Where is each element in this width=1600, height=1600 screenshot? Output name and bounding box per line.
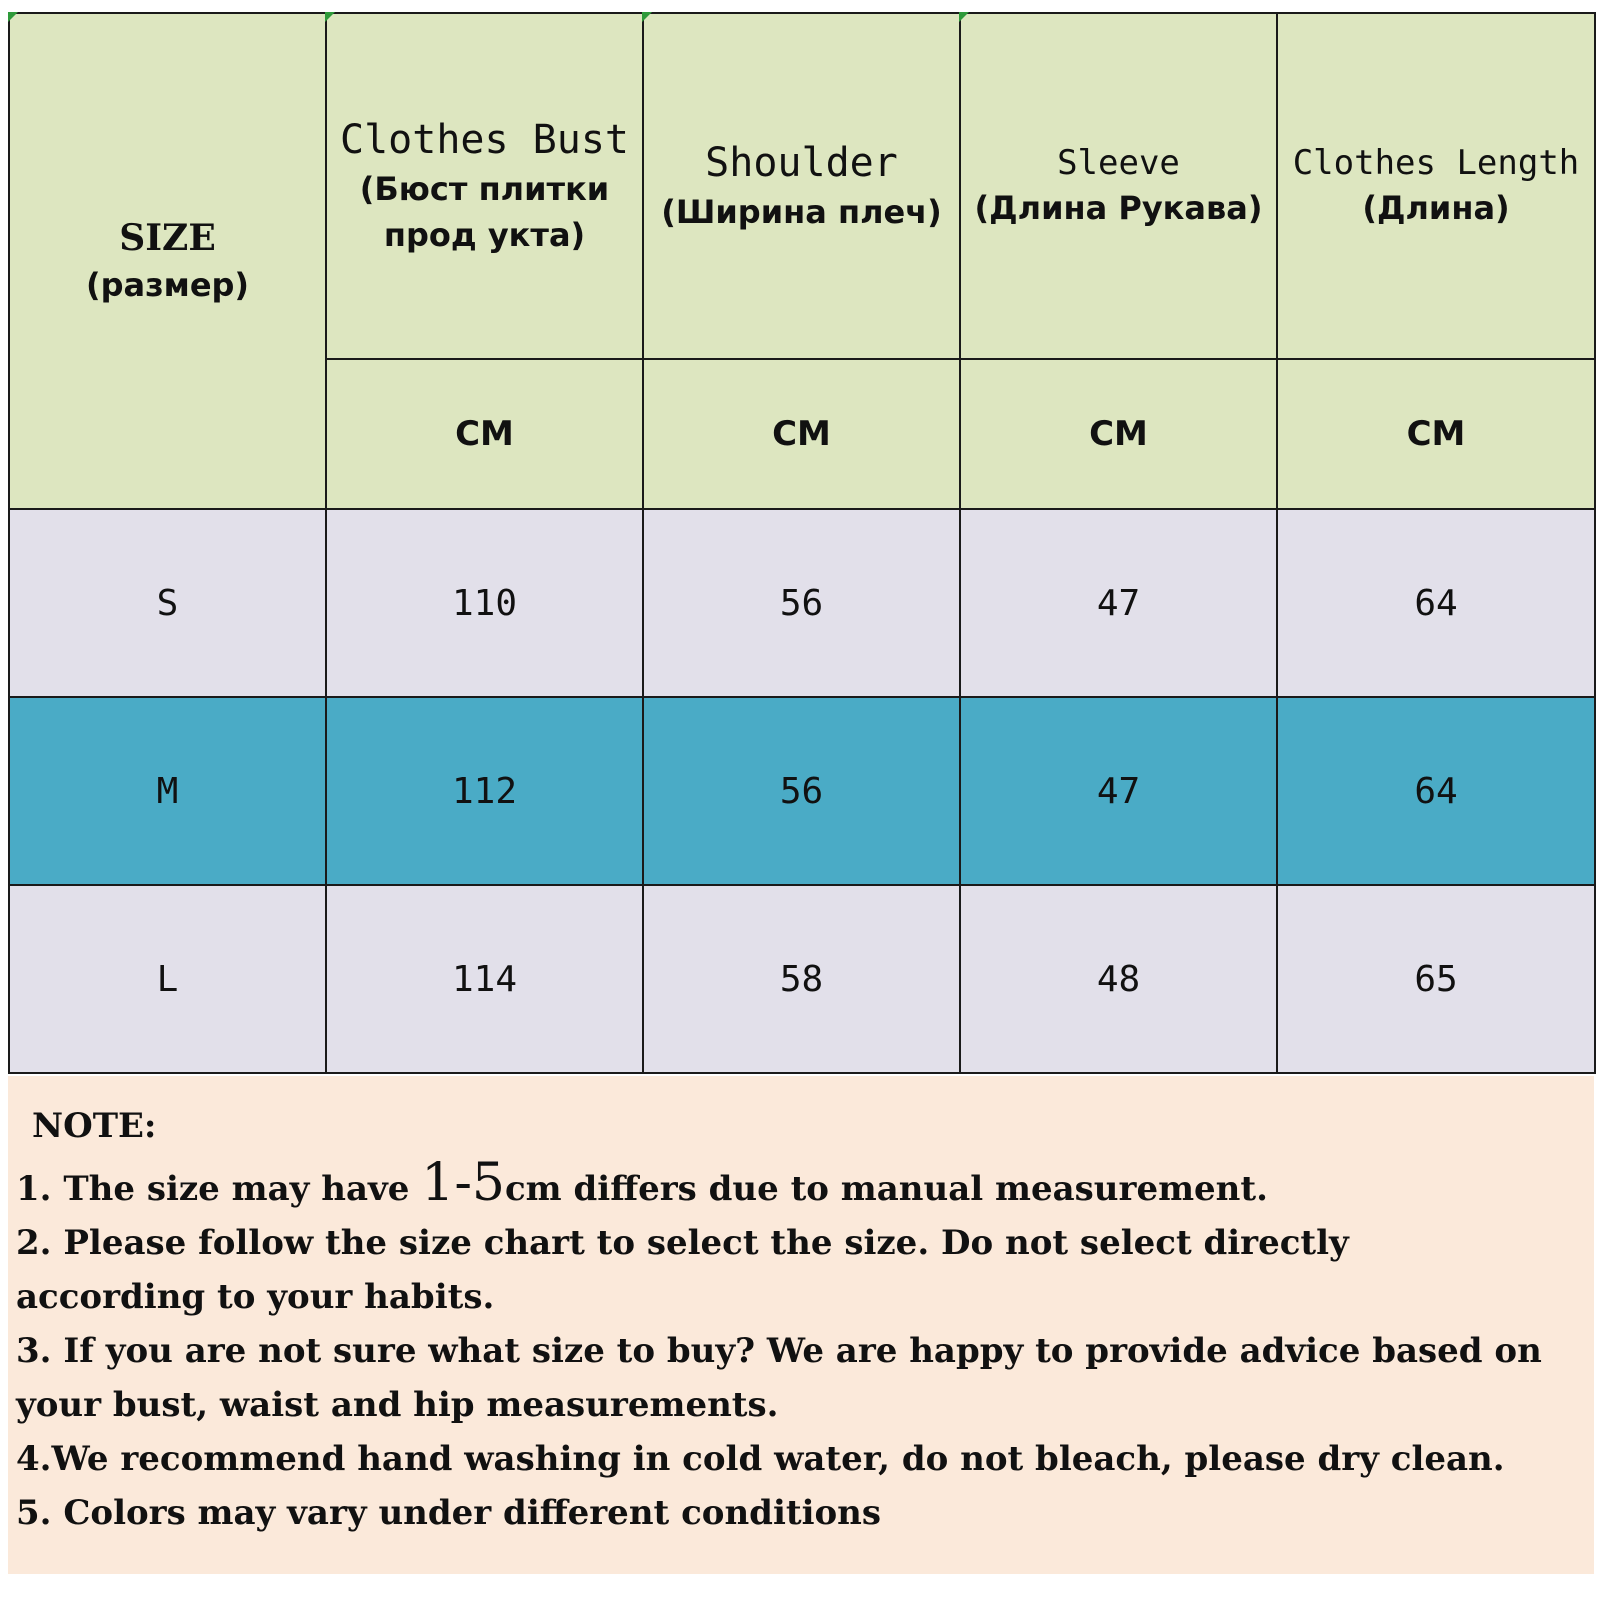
- size-cell: L: [9, 885, 326, 1073]
- sleeve-cell: 47: [960, 509, 1277, 697]
- note-line-5: 5. Colors may vary under different conditions: [16, 1493, 882, 1533]
- size-chart-sheet: [8, 12, 1594, 1074]
- table-row-s: [9, 509, 1595, 697]
- corner-marker-icon: [8, 12, 18, 22]
- header-sleeve-subtitle: (Длина Рукава): [974, 189, 1263, 227]
- header-bust-subtitle: (Бюст плитки прод укта): [359, 170, 610, 254]
- note-box: [8, 1076, 1594, 1574]
- note-line-2a: 2. Please follow the size chart to select the size. Do not select directly: [16, 1223, 1349, 1263]
- note-line-3b: your bust, waist and hip measurements.: [16, 1385, 779, 1425]
- header-row: [9, 13, 1595, 359]
- corner-marker-icon: [325, 12, 335, 22]
- note-line-3a: 3. If you are not sure what size to buy? We are happy to provide advice based on: [16, 1331, 1542, 1371]
- length-cell: 65: [1277, 885, 1595, 1073]
- note-line-2b: according to your habits.: [16, 1277, 495, 1317]
- sleeve-cell: 48: [960, 885, 1277, 1073]
- shoulder-cell: 56: [643, 509, 960, 697]
- note-line-1: [16, 1153, 1576, 1216]
- note-line-1-prefix: 1. The size may have: [16, 1169, 422, 1209]
- unit-cell-shoulder: CM: [643, 359, 960, 509]
- corner-marker-icon: [959, 12, 969, 22]
- header-shoulder-cell: [643, 13, 960, 359]
- header-sleeve-cell: [960, 13, 1277, 359]
- header-size-subtitle: (размер): [85, 266, 250, 304]
- header-length-title: Clothes Length: [1292, 143, 1580, 183]
- corner-marker-icon: [642, 12, 652, 22]
- unit-cell-length: CM: [1277, 359, 1595, 509]
- header-size-cell: [9, 13, 326, 509]
- header-sleeve-title: Sleeve: [1057, 143, 1180, 183]
- unit-cell-sleeve: CM: [960, 359, 1277, 509]
- table-row-m: [9, 697, 1595, 885]
- header-length-subtitle: (Длина): [1362, 189, 1510, 227]
- size-cell: M: [9, 697, 326, 885]
- bust-cell: 114: [326, 885, 643, 1073]
- header-length-cell: [1277, 13, 1595, 359]
- bust-cell: 112: [326, 697, 643, 885]
- note-lines: [16, 1153, 1576, 1540]
- size-cell: S: [9, 509, 326, 697]
- sleeve-cell: 47: [960, 697, 1277, 885]
- size-chart-table: [8, 12, 1596, 1074]
- shoulder-cell: 58: [643, 885, 960, 1073]
- bust-cell: 110: [326, 509, 643, 697]
- note-title: NOTE:: [32, 1106, 157, 1146]
- unit-cell-bust: CM: [326, 359, 643, 509]
- table-row-l: [9, 885, 1595, 1073]
- length-cell: 64: [1277, 509, 1595, 697]
- note-line-4: 4.We recommend hand washing in cold water, do not bleach, please dry clean.: [16, 1439, 1505, 1479]
- header-shoulder-subtitle: (Ширина плеч): [661, 193, 942, 231]
- header-bust-cell: [326, 13, 643, 359]
- shoulder-cell: 56: [643, 697, 960, 885]
- header-shoulder-title: Shoulder: [705, 140, 898, 186]
- header-size-title: SIZE: [119, 217, 216, 259]
- header-bust-title: Clothes Bust: [340, 117, 629, 163]
- note-line-1-suffix: cm differs due to manual measurement.: [504, 1169, 1268, 1209]
- length-cell: 64: [1277, 697, 1595, 885]
- note-line-1-range: 1-5: [421, 1153, 505, 1213]
